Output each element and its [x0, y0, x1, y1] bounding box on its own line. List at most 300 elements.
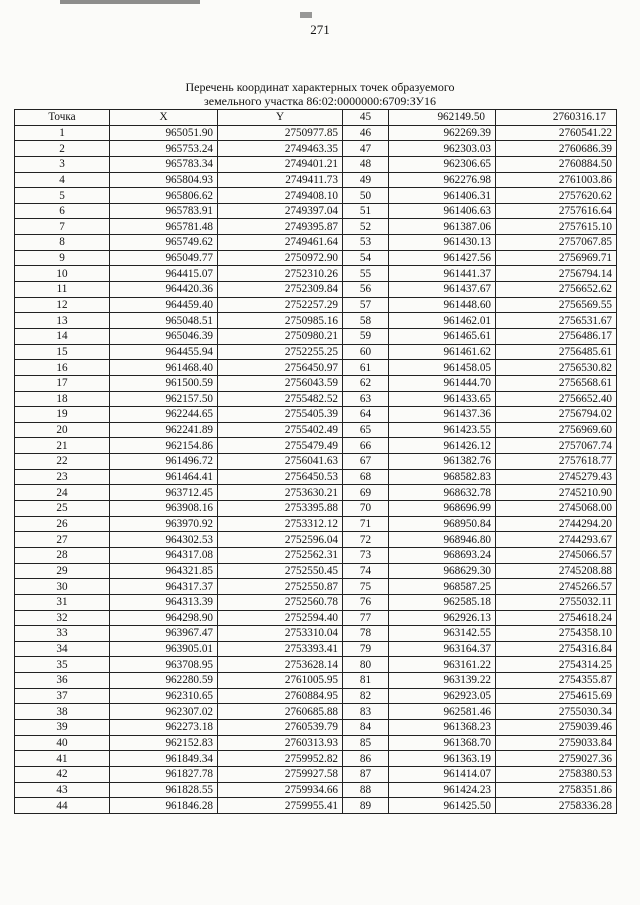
right-point-number-cell: 74 [343, 563, 389, 579]
left-x-coordinate-cell: 962154.86 [110, 438, 218, 454]
left-x-coordinate-cell: 963708.95 [110, 657, 218, 673]
table-row [15, 344, 617, 360]
left-y-coordinate-cell: 2753395.88 [218, 501, 343, 517]
left-x-coordinate-cell: 963712.45 [110, 485, 218, 501]
right-y-coordinate-cell: 2756794.14 [496, 266, 617, 282]
table-row [15, 735, 617, 751]
right-point-number-cell: 84 [343, 719, 389, 735]
left-y-coordinate-cell: 2756043.59 [218, 375, 343, 391]
right-point-number-cell: 62 [343, 375, 389, 391]
right-x-coordinate-cell: 961406.63 [389, 203, 496, 219]
right-point-number-cell: 77 [343, 610, 389, 626]
table-row [15, 203, 617, 219]
left-y-coordinate-cell: 2752255.25 [218, 344, 343, 360]
right-y-coordinate-cell: 2756569.55 [496, 297, 617, 313]
left-y-coordinate-cell: 2749397.04 [218, 203, 343, 219]
left-x-coordinate-cell: 964313.39 [110, 594, 218, 610]
right-y-coordinate-cell: 2759027.36 [496, 751, 617, 767]
left-y-coordinate-cell: 2760539.79 [218, 719, 343, 735]
right-y-coordinate-cell: 2754618.24 [496, 610, 617, 626]
left-y-coordinate-cell: 2756041.63 [218, 454, 343, 470]
left-point-number-cell: 36 [15, 673, 110, 689]
right-x-coordinate-cell: 962585.18 [389, 594, 496, 610]
right-x-coordinate-cell: 968629.30 [389, 563, 496, 579]
right-x-coordinate-cell: 963161.22 [389, 657, 496, 673]
header-y: Y [218, 110, 343, 126]
table-row [15, 704, 617, 720]
left-point-number-cell: 35 [15, 657, 110, 673]
right-y-coordinate-cell: 2745210.90 [496, 485, 617, 501]
right-point-number-cell: 68 [343, 469, 389, 485]
left-point-number-cell: 25 [15, 501, 110, 517]
right-x-coordinate-cell: 961406.31 [389, 188, 496, 204]
right-y-coordinate-cell: 2758380.53 [496, 766, 617, 782]
left-y-coordinate-cell: 2752309.84 [218, 282, 343, 298]
left-point-number-cell: 38 [15, 704, 110, 720]
left-point-number-cell: 11 [15, 282, 110, 298]
right-y-coordinate-cell: 2754615.69 [496, 688, 617, 704]
right-point-number-cell: 71 [343, 516, 389, 532]
table-row [15, 579, 617, 595]
right-x-coordinate-cell: 961465.61 [389, 328, 496, 344]
left-x-coordinate-cell: 965753.24 [110, 141, 218, 157]
right-y-coordinate-cell: 2756485.61 [496, 344, 617, 360]
right-point-number-cell: 46 [343, 125, 389, 141]
table-row [15, 610, 617, 626]
left-y-coordinate-cell: 2759952.82 [218, 751, 343, 767]
left-point-number-cell: 17 [15, 375, 110, 391]
left-point-number-cell: 40 [15, 735, 110, 751]
left-y-coordinate-cell: 2760685.88 [218, 704, 343, 720]
right-y-coordinate-cell: 2759039.46 [496, 719, 617, 735]
header-right-x: 962149.50 [389, 110, 496, 126]
right-point-number-cell: 48 [343, 156, 389, 172]
left-y-coordinate-cell: 2749395.87 [218, 219, 343, 235]
right-x-coordinate-cell: 961461.62 [389, 344, 496, 360]
header-right-y: 2760316.17 [496, 110, 617, 126]
right-y-coordinate-cell: 2745266.57 [496, 579, 617, 595]
coordinates-table [14, 109, 617, 814]
left-y-coordinate-cell: 2755479.49 [218, 438, 343, 454]
table-row [15, 454, 617, 470]
right-point-number-cell: 54 [343, 250, 389, 266]
left-point-number-cell: 44 [15, 798, 110, 814]
left-point-number-cell: 29 [15, 563, 110, 579]
scan-artifact-top-mid [300, 12, 312, 18]
left-x-coordinate-cell: 964420.36 [110, 282, 218, 298]
right-point-number-cell: 85 [343, 735, 389, 751]
table-row [15, 657, 617, 673]
left-y-coordinate-cell: 2752550.87 [218, 579, 343, 595]
right-x-coordinate-cell: 962276.98 [389, 172, 496, 188]
right-y-coordinate-cell: 2756969.60 [496, 422, 617, 438]
right-y-coordinate-cell: 2745068.00 [496, 501, 617, 517]
left-y-coordinate-cell: 2750980.21 [218, 328, 343, 344]
table-row [15, 751, 617, 767]
right-point-number-cell: 81 [343, 673, 389, 689]
left-point-number-cell: 18 [15, 391, 110, 407]
left-point-number-cell: 15 [15, 344, 110, 360]
right-point-number-cell: 47 [343, 141, 389, 157]
left-y-coordinate-cell: 2750972.90 [218, 250, 343, 266]
right-point-number-cell: 83 [343, 704, 389, 720]
right-x-coordinate-cell: 962926.13 [389, 610, 496, 626]
right-y-coordinate-cell: 2756530.82 [496, 360, 617, 376]
left-point-number-cell: 37 [15, 688, 110, 704]
left-x-coordinate-cell: 964321.85 [110, 563, 218, 579]
left-x-coordinate-cell: 964298.90 [110, 610, 218, 626]
right-x-coordinate-cell: 961462.01 [389, 313, 496, 329]
table-row [15, 516, 617, 532]
left-y-coordinate-cell: 2756450.53 [218, 469, 343, 485]
table-row [15, 391, 617, 407]
right-point-number-cell: 65 [343, 422, 389, 438]
left-point-number-cell: 6 [15, 203, 110, 219]
table-row [15, 219, 617, 235]
table-row [15, 563, 617, 579]
left-point-number-cell: 43 [15, 782, 110, 798]
right-x-coordinate-cell: 962303.03 [389, 141, 496, 157]
right-y-coordinate-cell: 2757615.10 [496, 219, 617, 235]
right-y-coordinate-cell: 2761003.86 [496, 172, 617, 188]
left-x-coordinate-cell: 964459.40 [110, 297, 218, 313]
left-y-coordinate-cell: 2755405.39 [218, 407, 343, 423]
left-point-number-cell: 7 [15, 219, 110, 235]
left-x-coordinate-cell: 962307.02 [110, 704, 218, 720]
right-x-coordinate-cell: 963142.55 [389, 626, 496, 642]
left-x-coordinate-cell: 964302.53 [110, 532, 218, 548]
right-point-number-cell: 69 [343, 485, 389, 501]
table-row [15, 798, 617, 814]
left-point-number-cell: 1 [15, 125, 110, 141]
left-y-coordinate-cell: 2761005.95 [218, 673, 343, 689]
left-x-coordinate-cell: 965048.51 [110, 313, 218, 329]
right-x-coordinate-cell: 962581.46 [389, 704, 496, 720]
right-y-coordinate-cell: 2756568.61 [496, 375, 617, 391]
table-row [15, 626, 617, 642]
left-y-coordinate-cell: 2760884.95 [218, 688, 343, 704]
right-y-coordinate-cell: 2744293.67 [496, 532, 617, 548]
left-x-coordinate-cell: 963967.47 [110, 626, 218, 642]
right-x-coordinate-cell: 961433.65 [389, 391, 496, 407]
right-y-coordinate-cell: 2760541.22 [496, 125, 617, 141]
right-x-coordinate-cell: 962269.39 [389, 125, 496, 141]
table-row [15, 594, 617, 610]
right-y-coordinate-cell: 2756531.67 [496, 313, 617, 329]
right-x-coordinate-cell: 961430.13 [389, 235, 496, 251]
left-x-coordinate-cell: 964415.07 [110, 266, 218, 282]
left-y-coordinate-cell: 2750977.85 [218, 125, 343, 141]
right-point-number-cell: 87 [343, 766, 389, 782]
right-x-coordinate-cell: 961368.23 [389, 719, 496, 735]
document-title [0, 80, 640, 108]
table-row [15, 375, 617, 391]
left-x-coordinate-cell: 963970.92 [110, 516, 218, 532]
table-row [15, 407, 617, 423]
left-x-coordinate-cell: 962273.18 [110, 719, 218, 735]
right-y-coordinate-cell: 2757620.62 [496, 188, 617, 204]
right-x-coordinate-cell: 968946.80 [389, 532, 496, 548]
table-header-row [15, 110, 617, 126]
left-y-coordinate-cell: 2752310.26 [218, 266, 343, 282]
right-x-coordinate-cell: 968582.83 [389, 469, 496, 485]
left-y-coordinate-cell: 2755402.49 [218, 422, 343, 438]
right-y-coordinate-cell: 2745208.88 [496, 563, 617, 579]
right-x-coordinate-cell: 968950.84 [389, 516, 496, 532]
left-x-coordinate-cell: 963905.01 [110, 641, 218, 657]
left-y-coordinate-cell: 2749401.21 [218, 156, 343, 172]
right-y-coordinate-cell: 2758336.28 [496, 798, 617, 814]
left-y-coordinate-cell: 2756450.97 [218, 360, 343, 376]
left-y-coordinate-cell: 2759955.41 [218, 798, 343, 814]
table-row [15, 719, 617, 735]
left-point-number-cell: 26 [15, 516, 110, 532]
table-row [15, 156, 617, 172]
right-point-number-cell: 75 [343, 579, 389, 595]
left-x-coordinate-cell: 965749.62 [110, 235, 218, 251]
right-y-coordinate-cell: 2756486.17 [496, 328, 617, 344]
left-x-coordinate-cell: 961468.40 [110, 360, 218, 376]
left-y-coordinate-cell: 2753628.14 [218, 657, 343, 673]
table-row [15, 501, 617, 517]
page-number: 271 [310, 22, 330, 37]
table-row [15, 172, 617, 188]
left-x-coordinate-cell: 965046.39 [110, 328, 218, 344]
table-row [15, 673, 617, 689]
left-x-coordinate-cell: 961496.72 [110, 454, 218, 470]
right-point-number-cell: 52 [343, 219, 389, 235]
right-x-coordinate-cell: 968632.78 [389, 485, 496, 501]
left-x-coordinate-cell: 961849.34 [110, 751, 218, 767]
left-y-coordinate-cell: 2753630.21 [218, 485, 343, 501]
right-x-coordinate-cell: 961387.06 [389, 219, 496, 235]
right-point-number-cell: 72 [343, 532, 389, 548]
right-x-coordinate-cell: 962306.65 [389, 156, 496, 172]
left-point-number-cell: 16 [15, 360, 110, 376]
left-x-coordinate-cell: 961500.59 [110, 375, 218, 391]
right-x-coordinate-cell: 961424.23 [389, 782, 496, 798]
left-y-coordinate-cell: 2749463.35 [218, 141, 343, 157]
right-point-number-cell: 59 [343, 328, 389, 344]
table-row [15, 688, 617, 704]
left-point-number-cell: 34 [15, 641, 110, 657]
left-x-coordinate-cell: 962244.65 [110, 407, 218, 423]
left-y-coordinate-cell: 2750985.16 [218, 313, 343, 329]
left-point-number-cell: 23 [15, 469, 110, 485]
right-x-coordinate-cell: 968587.25 [389, 579, 496, 595]
right-x-coordinate-cell: 961427.56 [389, 250, 496, 266]
right-y-coordinate-cell: 2758351.86 [496, 782, 617, 798]
right-point-number-cell: 50 [343, 188, 389, 204]
right-point-number-cell: 63 [343, 391, 389, 407]
right-x-coordinate-cell: 961441.37 [389, 266, 496, 282]
left-point-number-cell: 20 [15, 422, 110, 438]
left-x-coordinate-cell: 962310.65 [110, 688, 218, 704]
table-row [15, 297, 617, 313]
left-point-number-cell: 3 [15, 156, 110, 172]
right-point-number-cell: 66 [343, 438, 389, 454]
right-x-coordinate-cell: 968696.99 [389, 501, 496, 517]
right-y-coordinate-cell: 2757618.77 [496, 454, 617, 470]
left-y-coordinate-cell: 2749411.73 [218, 172, 343, 188]
right-x-coordinate-cell: 961368.70 [389, 735, 496, 751]
left-x-coordinate-cell: 965783.34 [110, 156, 218, 172]
left-point-number-cell: 33 [15, 626, 110, 642]
left-x-coordinate-cell: 965804.93 [110, 172, 218, 188]
right-x-coordinate-cell: 963164.37 [389, 641, 496, 657]
right-point-number-cell: 60 [343, 344, 389, 360]
left-point-number-cell: 31 [15, 594, 110, 610]
left-x-coordinate-cell: 961464.41 [110, 469, 218, 485]
left-y-coordinate-cell: 2752560.78 [218, 594, 343, 610]
right-y-coordinate-cell: 2756652.62 [496, 282, 617, 298]
left-x-coordinate-cell: 964455.94 [110, 344, 218, 360]
left-point-number-cell: 42 [15, 766, 110, 782]
right-x-coordinate-cell: 963139.22 [389, 673, 496, 689]
table-row [15, 235, 617, 251]
right-point-number-cell: 51 [343, 203, 389, 219]
right-y-coordinate-cell: 2755032.11 [496, 594, 617, 610]
right-y-coordinate-cell: 2757616.64 [496, 203, 617, 219]
right-x-coordinate-cell: 961448.60 [389, 297, 496, 313]
right-x-coordinate-cell: 961423.55 [389, 422, 496, 438]
left-point-number-cell: 4 [15, 172, 110, 188]
right-point-number-cell: 73 [343, 547, 389, 563]
left-y-coordinate-cell: 2752257.29 [218, 297, 343, 313]
right-x-coordinate-cell: 961444.70 [389, 375, 496, 391]
right-point-number-cell: 58 [343, 313, 389, 329]
left-point-number-cell: 30 [15, 579, 110, 595]
table-row [15, 641, 617, 657]
right-point-number-cell: 89 [343, 798, 389, 814]
right-x-coordinate-cell: 961414.07 [389, 766, 496, 782]
left-y-coordinate-cell: 2749408.10 [218, 188, 343, 204]
left-y-coordinate-cell: 2759927.58 [218, 766, 343, 782]
right-x-coordinate-cell: 961437.67 [389, 282, 496, 298]
right-point-number-cell: 57 [343, 297, 389, 313]
table-row [15, 328, 617, 344]
header-point: Точка [15, 110, 110, 126]
table-row [15, 469, 617, 485]
left-point-number-cell: 10 [15, 266, 110, 282]
left-point-number-cell: 14 [15, 328, 110, 344]
left-x-coordinate-cell: 963908.16 [110, 501, 218, 517]
left-point-number-cell: 28 [15, 547, 110, 563]
left-point-number-cell: 24 [15, 485, 110, 501]
right-y-coordinate-cell: 2744294.20 [496, 516, 617, 532]
left-y-coordinate-cell: 2759934.66 [218, 782, 343, 798]
right-x-coordinate-cell: 961437.36 [389, 407, 496, 423]
table-body [15, 125, 617, 813]
left-x-coordinate-cell: 961828.55 [110, 782, 218, 798]
left-point-number-cell: 19 [15, 407, 110, 423]
left-x-coordinate-cell: 962152.83 [110, 735, 218, 751]
table-row [15, 438, 617, 454]
right-point-number-cell: 67 [343, 454, 389, 470]
title-line-1: Перечень координат характерных точек образуемого [185, 80, 455, 94]
right-point-number-cell: 70 [343, 501, 389, 517]
left-point-number-cell: 13 [15, 313, 110, 329]
left-x-coordinate-cell: 962280.59 [110, 673, 218, 689]
left-x-coordinate-cell: 961846.28 [110, 798, 218, 814]
left-y-coordinate-cell: 2752562.31 [218, 547, 343, 563]
table-row [15, 188, 617, 204]
left-point-number-cell: 2 [15, 141, 110, 157]
left-point-number-cell: 21 [15, 438, 110, 454]
right-y-coordinate-cell: 2760884.50 [496, 156, 617, 172]
right-x-coordinate-cell: 961458.05 [389, 360, 496, 376]
right-y-coordinate-cell: 2760686.39 [496, 141, 617, 157]
table-row [15, 485, 617, 501]
right-point-number-cell: 61 [343, 360, 389, 376]
left-point-number-cell: 41 [15, 751, 110, 767]
left-y-coordinate-cell: 2753310.04 [218, 626, 343, 642]
right-point-number-cell: 79 [343, 641, 389, 657]
table-row [15, 313, 617, 329]
table-row [15, 532, 617, 548]
scan-artifact-top-left [60, 0, 200, 4]
left-y-coordinate-cell: 2753393.41 [218, 641, 343, 657]
right-point-number-cell: 86 [343, 751, 389, 767]
left-y-coordinate-cell: 2755482.52 [218, 391, 343, 407]
right-point-number-cell: 55 [343, 266, 389, 282]
left-y-coordinate-cell: 2752594.40 [218, 610, 343, 626]
right-y-coordinate-cell: 2759033.84 [496, 735, 617, 751]
table-row [15, 141, 617, 157]
right-y-coordinate-cell: 2757067.74 [496, 438, 617, 454]
right-y-coordinate-cell: 2745279.43 [496, 469, 617, 485]
table-row [15, 360, 617, 376]
header-x: X [110, 110, 218, 126]
table-row [15, 250, 617, 266]
table-row [15, 547, 617, 563]
right-y-coordinate-cell: 2754355.87 [496, 673, 617, 689]
left-point-number-cell: 9 [15, 250, 110, 266]
table-row [15, 766, 617, 782]
right-y-coordinate-cell: 2755030.34 [496, 704, 617, 720]
right-point-number-cell: 82 [343, 688, 389, 704]
right-point-number-cell: 80 [343, 657, 389, 673]
left-x-coordinate-cell: 965049.77 [110, 250, 218, 266]
right-y-coordinate-cell: 2756794.02 [496, 407, 617, 423]
right-y-coordinate-cell: 2757067.85 [496, 235, 617, 251]
left-point-number-cell: 39 [15, 719, 110, 735]
table-row [15, 282, 617, 298]
header-right-point: 45 [343, 110, 389, 126]
right-y-coordinate-cell: 2756652.40 [496, 391, 617, 407]
left-y-coordinate-cell: 2752550.45 [218, 563, 343, 579]
table-row [15, 266, 617, 282]
right-point-number-cell: 49 [343, 172, 389, 188]
right-y-coordinate-cell: 2756969.71 [496, 250, 617, 266]
left-x-coordinate-cell: 965781.48 [110, 219, 218, 235]
right-point-number-cell: 88 [343, 782, 389, 798]
left-y-coordinate-cell: 2760313.93 [218, 735, 343, 751]
left-x-coordinate-cell: 964317.37 [110, 579, 218, 595]
left-point-number-cell: 5 [15, 188, 110, 204]
left-y-coordinate-cell: 2752596.04 [218, 532, 343, 548]
right-point-number-cell: 78 [343, 626, 389, 642]
table-row [15, 782, 617, 798]
right-point-number-cell: 53 [343, 235, 389, 251]
left-y-coordinate-cell: 2753312.12 [218, 516, 343, 532]
right-y-coordinate-cell: 2754358.10 [496, 626, 617, 642]
left-point-number-cell: 12 [15, 297, 110, 313]
right-point-number-cell: 56 [343, 282, 389, 298]
right-y-coordinate-cell: 2745066.57 [496, 547, 617, 563]
left-x-coordinate-cell: 962241.89 [110, 422, 218, 438]
right-x-coordinate-cell: 961425.50 [389, 798, 496, 814]
